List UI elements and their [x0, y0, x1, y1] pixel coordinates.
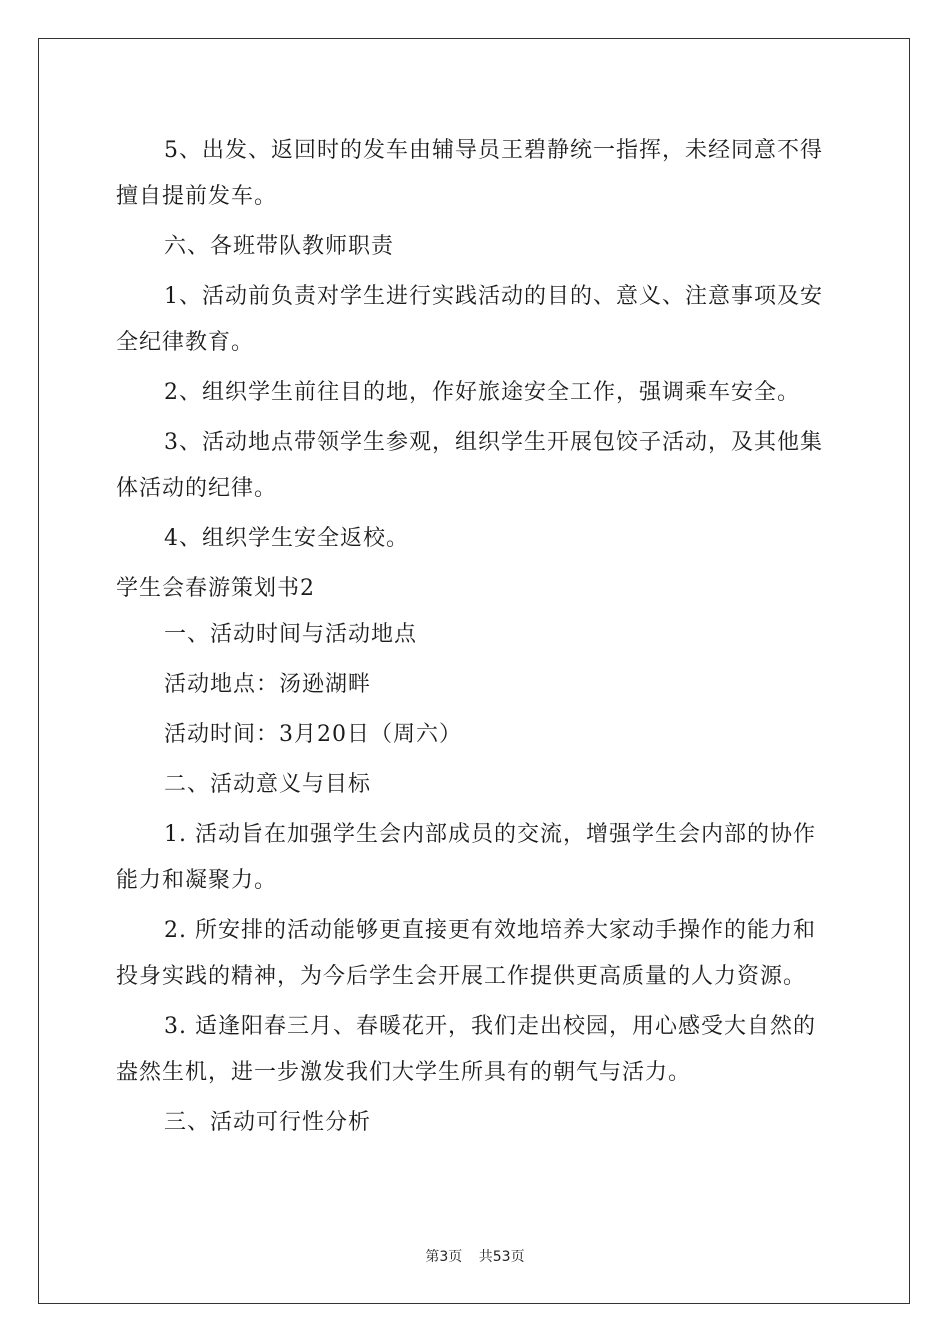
paragraph-date: 活动时间：3月20日（周六） — [164, 722, 462, 747]
paragraph-goal-1: 1. 活动旨在加强学生会内部成员的交流，增强学生会内部的协作能力和凝聚力。 — [116, 822, 816, 893]
section-heading-significance: 二、活动意义与目标 — [164, 772, 372, 797]
paragraph-duty-3: 3、活动地点带领学生参观，组织学生开展包饺子活动，及其他集体活动的纪律。 — [116, 430, 823, 501]
paragraph-duty-4: 4、组织学生安全返校。 — [164, 526, 409, 551]
document-body — [116, 128, 836, 1150]
section-heading-teacher-duties: 六、各班带队教师职责 — [164, 234, 395, 259]
paragraph-location: 活动地点：汤逊湖畔 — [164, 672, 372, 697]
paragraph-duty-2: 2、组织学生前往目的地，作好旅途安全工作，强调乘车安全。 — [164, 380, 800, 405]
paragraph-duty-1: 1、活动前负责对学生进行实践活动的目的、意义、注意事项及安全纪律教育。 — [116, 284, 823, 355]
paragraph-dispatch-rule: 5、出发、返回时的发车由辅导员王碧静统一指挥，未经同意不得擅自提前发车。 — [116, 138, 823, 209]
section-heading-feasibility: 三、活动可行性分析 — [164, 1110, 372, 1135]
page-number: 第3页 — [425, 1249, 463, 1265]
document-title-plan-2: 学生会春游策划书2 — [116, 576, 315, 601]
total-pages: 共53页 — [478, 1249, 525, 1265]
section-heading-time-place: 一、活动时间与活动地点 — [164, 622, 418, 647]
paragraph-goal-3: 3. 适逢阳春三月、春暖花开，我们走出校园，用心感受大自然的盎然生机，进一步激发我们大学生所具有的朝气与活力。 — [116, 1014, 816, 1085]
paragraph-goal-2: 2. 所安排的活动能够更直接更有效地培养大家动手操作的能力和投身实践的精神，为今后学生会开展工作提供更高质量的人力资源。 — [116, 918, 816, 989]
page-footer — [0, 1246, 950, 1266]
